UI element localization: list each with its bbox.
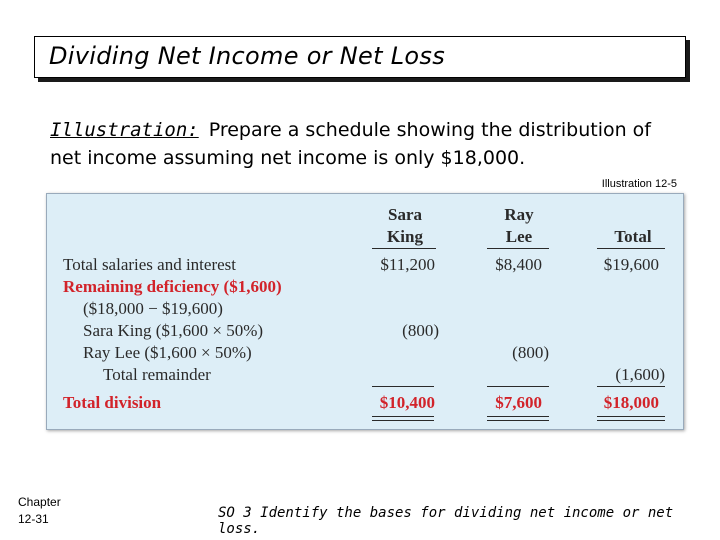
division-king: $10,400: [379, 393, 435, 412]
schedule-panel: [46, 193, 684, 430]
header-king-last: King: [387, 227, 423, 246]
salaries-total: $19,600: [603, 255, 659, 274]
lee-double-underline: [487, 416, 549, 421]
header-lee: [479, 204, 559, 248]
division-label: Total division: [63, 393, 162, 412]
division-total: $18,000: [603, 393, 659, 412]
division-lee: $7,600: [495, 393, 542, 412]
king-share: (800): [402, 321, 439, 340]
salaries-lee: $8,400: [495, 255, 542, 274]
king-sum-rule: [372, 386, 434, 387]
illustration-lead: Illustration:: [50, 119, 199, 141]
remainder-total: (1,600): [615, 365, 665, 384]
header-king: [365, 204, 445, 248]
header-lee-first: Ray: [504, 205, 534, 224]
total-double-underline: [597, 416, 665, 421]
slide-title: Dividing Net Income or Net Loss: [49, 42, 445, 70]
king-share-label: Sara King ($1,600 × 50%): [83, 321, 264, 340]
chapter-label: [18, 494, 61, 528]
header-lee-last: Lee: [505, 227, 533, 246]
study-objective-footer: SO 3 Identify the bases for dividing net income or net loss.: [218, 505, 674, 537]
illustration-reference: Illustration 12-5: [601, 178, 677, 190]
total-sum-rule: [597, 386, 665, 387]
header-king-underline: [372, 248, 436, 249]
lee-share-label: Ray Lee ($1,600 × 50%): [83, 343, 252, 362]
lee-share: (800): [512, 343, 549, 362]
header-total-underline: [597, 248, 665, 249]
lee-sum-rule: [487, 386, 549, 387]
header-king-first: Sara: [388, 205, 422, 224]
header-total: Total: [614, 227, 652, 246]
salaries-king: $11,200: [380, 255, 435, 274]
king-double-underline: [372, 416, 434, 421]
header-lee-underline: [487, 248, 549, 249]
deficiency-label: Remaining deficiency ($1,600): [63, 277, 282, 296]
remainder-label: Total remainder: [103, 365, 211, 384]
chapter-line-2: 12-31: [18, 512, 49, 526]
intro-line-2: net income assuming net income is only $18,000.: [50, 147, 526, 169]
intro-line-1: Prepare a schedule showing the distribution of: [208, 119, 651, 141]
chapter-line-1: Chapter: [18, 495, 61, 509]
salaries-label: Total salaries and interest: [63, 255, 236, 274]
title-bar: [34, 36, 686, 78]
deficiency-calc: ($18,000 − $19,600): [83, 299, 223, 318]
intro-text: [50, 116, 690, 172]
